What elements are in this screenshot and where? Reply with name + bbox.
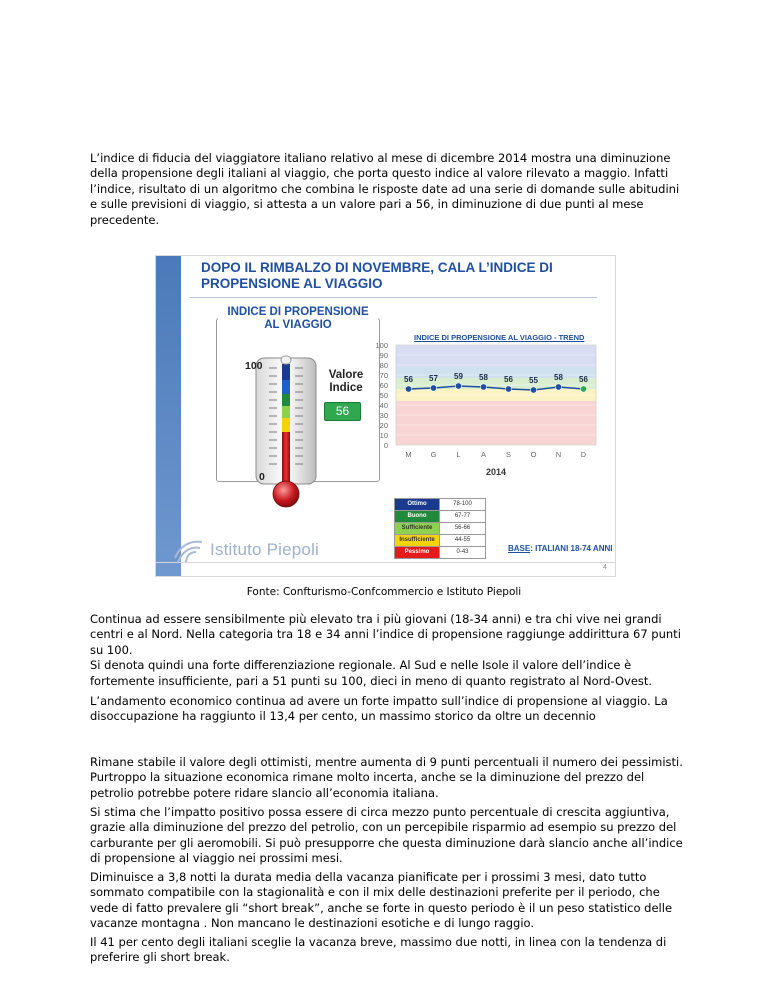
text-line: vacanze montagna . Non mancano le destinazioni esotiche e di lungo raggio.	[90, 916, 535, 931]
y-tick-label: 80	[379, 361, 388, 370]
legend-row	[394, 546, 486, 558]
paragraph-3	[90, 755, 697, 801]
presentation-slide	[156, 256, 615, 576]
data-label: 58	[479, 373, 488, 382]
text-line: L’indice di fiducia del viaggiatore italiano relativo al mese di dicembre 2014 mostra una diminuzione	[90, 151, 671, 165]
data-point	[455, 383, 461, 389]
paragraph-1	[90, 612, 697, 689]
data-point	[530, 387, 536, 393]
chart-band	[396, 401, 596, 445]
legend-range: 67-77	[439, 511, 485, 522]
text-line: preferire gli short break.	[90, 950, 230, 965]
gauge-max-label: 100	[245, 360, 263, 372]
trend-chart	[368, 340, 608, 480]
legend-row	[394, 534, 486, 546]
legend-name: Ottimo	[395, 499, 439, 510]
thermometer	[256, 356, 316, 507]
base-note	[508, 544, 612, 553]
scale-band-pessimo	[282, 432, 290, 484]
legend-range: 44-55	[439, 535, 485, 546]
scale-band-insufficiente	[282, 418, 290, 432]
x-tick-label: O	[530, 450, 537, 459]
paragraph-6	[90, 935, 697, 966]
data-point	[405, 386, 411, 392]
y-tick-label: 60	[379, 381, 388, 390]
paragraph-4	[90, 805, 697, 867]
text-line: Si denota quindi una forte differenziazione regionale. Al Sud e nelle Isole il valore dell’indice è	[90, 658, 632, 673]
scale-band-ottimo	[282, 364, 290, 380]
legend-name: Insufficiente	[395, 535, 439, 546]
x-tick-label: D	[580, 450, 587, 459]
gauge-title-line: INDICE DI PROPENSIONE	[227, 306, 369, 318]
paragraph-5	[90, 870, 697, 932]
text-line: vede di fatto prevalere gli “short break”, anche se forte in questo periodo è il un peso statistico delle	[90, 900, 673, 915]
intro-paragraph	[90, 151, 697, 228]
text-line: Si stima che l’impatto positivo possa essere di circa mezzo punto percentuale di crescita aggiuntiva,	[90, 805, 670, 819]
text-line: disoccupazione ha raggiunto il 13,4 per cento, un massimo storico da oltre un decennio	[90, 709, 596, 724]
footer-divider	[156, 562, 615, 563]
gauge-caption-line: Indice	[329, 382, 363, 394]
y-tick-label: 100	[375, 341, 388, 350]
slide-page-number: 4	[603, 564, 607, 571]
text-line: precedente.	[90, 212, 160, 227]
text-line: sommato compatibile con la stagionalità e con il mix delle destinazioni preferite per il periodo, che	[90, 885, 660, 900]
gauge-caption-line: Valore	[328, 369, 364, 381]
y-tick-label: 40	[379, 401, 388, 410]
text-line: su 100.	[90, 642, 133, 657]
text-line: petrolio potrebbe potere ridare slancio all’economia italiana.	[90, 785, 439, 800]
text-line: Il 41 per cento degli italiani sceglie la vacanza breve, massimo due notti, in linea con la tendenza di	[90, 935, 667, 949]
data-point	[580, 386, 586, 392]
chart-band	[396, 345, 596, 367]
y-tick-label: 50	[379, 391, 388, 400]
x-tick-label: L	[456, 450, 461, 459]
base-label: BASE	[508, 544, 531, 553]
chart-title: INDICE DI PROPENSIONE AL VIAGGIO - TREND	[414, 333, 585, 342]
x-tick-label: S	[505, 450, 512, 459]
legend-rows	[394, 498, 486, 559]
data-label: 57	[429, 374, 438, 383]
scale-band-blue	[282, 380, 290, 394]
chart-band	[396, 367, 596, 378]
data-label: 55	[529, 376, 538, 385]
thermometer-bulb	[273, 481, 299, 507]
text-line: Purtroppo la situazione economica rimane molto incerta, anche se la diminuzione del prezzo del	[90, 770, 645, 785]
legend-row	[394, 510, 486, 522]
legend-name: Buono	[395, 511, 439, 522]
slide-title-line: PROPENSIONE AL VIAGGIO	[201, 276, 383, 291]
y-tick-label: 20	[379, 421, 388, 430]
y-tick-label: 0	[383, 441, 388, 450]
slide-title-line: DOPO IL RIMBALZO DI NOVEMBRE, CALA L’INDICE DI	[201, 260, 553, 275]
gauge-value-badge: 56	[324, 402, 361, 421]
base-text: : ITALIANI 18-74 ANNI	[530, 544, 613, 553]
text-line: Continua ad essere sensibilmente più elevato tra i più giovani (18-34 anni) e tra chi vive nei grandi	[90, 612, 662, 626]
text-line: carburante per gli aeromobili. Si può presupporre che questa diminuzione darà slancio anche all’indice	[90, 835, 683, 850]
data-point	[555, 384, 561, 390]
legend-row	[394, 522, 486, 534]
data-point	[480, 384, 486, 390]
text-line: l’indice, risultato di un algoritmo che combina le risposte date ad una serie di domande sulle abitudini	[90, 181, 680, 196]
scale-band-buono	[282, 394, 290, 406]
gauge-value-caption	[319, 369, 373, 395]
data-label: 58	[554, 373, 563, 382]
legend-name: Pessimo	[395, 547, 439, 558]
data-label: 56	[579, 375, 588, 384]
logo-text: Istituto Piepoli	[210, 540, 320, 559]
y-tick-label: 10	[379, 431, 388, 440]
text-line: e sulle previsioni di viaggio, si attesta a un valore pari a 56, in diminuzione di due punti al mese	[90, 197, 644, 212]
x-tick-label: M	[405, 450, 412, 459]
y-tick-label: 90	[379, 351, 388, 360]
x-tick-label: G	[430, 450, 437, 459]
data-label: 56	[504, 375, 513, 384]
text-line: della propensione degli italiani al viaggio, che porta questo indice al valore rilevato a maggio. Infatti	[90, 166, 669, 181]
x-tick-label: N	[555, 450, 562, 459]
y-tick-label: 70	[379, 371, 388, 380]
text-line: Diminuisce a 3,8 notti la durata media della vacanza pianificate per i prossimi 3 mesi, dato tutto	[90, 870, 647, 884]
text-line: L’andamento economico continua ad avere un forte impatto sull’indice di propensione al viaggio. La	[90, 694, 668, 708]
legend-name: Sufficiente	[395, 523, 439, 534]
figure-caption: Fonte: Confturismo-Confcommercio e Istituto Piepoli	[246, 586, 522, 598]
legend-row	[394, 498, 486, 510]
data-point	[430, 385, 436, 391]
text-line: centri e al Nord. Nella categoria tra 18 e 34 anni l’indice di propensione raggiunge addirittura 67 punti	[90, 627, 681, 642]
y-tick-label: 30	[379, 411, 388, 420]
gauge-min-label: 0	[259, 471, 265, 483]
x-tick-label: A	[480, 450, 487, 459]
gauge-title-line: AL VIAGGIO	[264, 319, 332, 331]
text-line: grazie alla diminuzione del prezzo del petrolio, con un percepibile risparmio ad esempio su prezzo del	[90, 820, 677, 835]
x-axis-label: 2014	[485, 467, 507, 477]
text-line: Rimane stabile il valore degli ottimisti, mentre aumenta di 9 punti percentuali il numero dei pessimisti.	[90, 755, 683, 769]
legend-range: 0-43	[439, 547, 485, 558]
tube-top	[281, 356, 291, 364]
legend-range: 78-100	[439, 499, 485, 510]
data-point	[505, 386, 511, 392]
text-line: di propensione al viaggio nei prossimi mesi.	[90, 851, 343, 866]
scale-band-sufficiente	[282, 406, 290, 418]
paragraph-2	[90, 694, 697, 725]
data-label: 56	[404, 375, 413, 384]
data-label: 59	[454, 372, 463, 381]
legend-table	[394, 498, 486, 559]
legend-range: 56-66	[439, 523, 485, 534]
text-line: fortemente insufficiente, pari a 51 punti su 100, dieci in meno di quanto registrato al Nord-Ovest.	[90, 673, 653, 688]
